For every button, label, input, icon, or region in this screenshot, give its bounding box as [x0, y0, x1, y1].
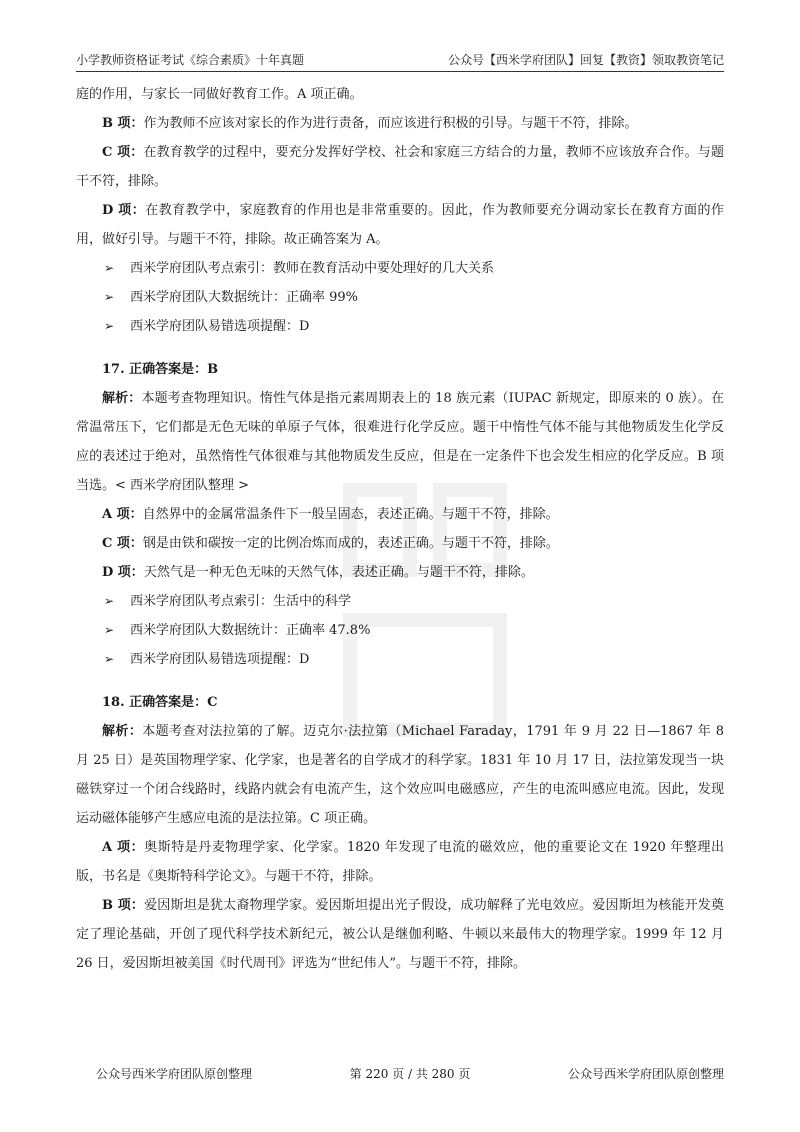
question-18-analysis: 解析：本题考查对法拉第的了解。迈克尔·法拉第（Michael Faraday，1791 年 9 月 22 日—1867 年 8 月 25 日）是英国物理学家、化学家，也是著名的自学成才的科学家。1831 年 10 月 17 日，法拉第发现当一块磁铁穿过一个闭合线路时，线路内就会有电流产生，这个效应叫电磁感应，产生的电流叫感应电流。因此，发现运动磁体能够产生感应电流的是法拉第。C 项正确。 [76, 724, 724, 826]
footer-left: 公众号西米学府团队原创整理 [96, 1067, 253, 1081]
paragraph-continued: 庭的作用，与家长一同做好教育工作。A 项正确。 [76, 87, 363, 102]
bullet-item: ➢ 西米学府团队易错选项提醒：D [104, 645, 724, 674]
q17-option-c: C 项：钢是由铁和碳按一定的比例冶炼而成的，表述正确。与题干不符，排除。 [102, 536, 559, 551]
arrow-bullet-icon: ➢ [104, 261, 115, 275]
page-number: 第 220 页 / 共 280 页 [349, 1067, 471, 1081]
question-17-analysis: 解析：本题考查物理知识。惰性气体是指元素周期表上的 18 族元素（IUPAC 新规定，即原来的 0 族）。在常温常压下，它们都是无色无味的单原子气体，很难进行化学反应。题干中惰性气体不能与其他物质发生化学反应的表述过于绝对，虽然惰性气体很难与其他物质发生反应，但是在一定条件下也会发生相应的化学反应。B 项当选。< 西米学府团队整理 > [76, 391, 724, 493]
arrow-bullet-icon: ➢ [104, 652, 115, 666]
question-17-title: 17. 正确答案是：B [102, 362, 219, 377]
bullet-item: ➢ 西米学府团队大数据统计：正确率 47.8% [104, 616, 724, 645]
header-promo: 公众号【西米学府团队】回复【教资】领取教资笔记 [447, 53, 724, 67]
option-d-explanation: D 项：在教育教学中，家庭教育的作用也是非常重要的。因此，作为教师要充分调动家长在教育方面的作用，做好引导。与题干不符，排除。故正确答案为 A。 [76, 203, 724, 247]
option-b-explanation: B 项：作为教师不应该对家长的作为进行责备，而应该进行积极的引导。与题干不符，排除。 [102, 116, 638, 131]
header-title: 小学教师资格证考试《综合素质》十年真题 [76, 53, 305, 67]
arrow-bullet-icon: ➢ [104, 594, 115, 608]
option-c-explanation: C 项：在教育教学的过程中，要充分发挥好学校、社会和家庭三方结合的力量，教师不应该放弃合作。与题干不符，排除。 [76, 145, 724, 189]
arrow-bullet-icon: ➢ [104, 623, 115, 637]
page-footer [96, 1065, 724, 1082]
footer-right: 公众号西米学府团队原创整理 [567, 1067, 724, 1081]
q18-option-a: A 项：奥斯特是丹麦物理学家、化学家。1820 年发现了电流的磁效应，他的重要论文在 1920 年整理出版，书名是《奥斯特科学论文》。与题干不符，排除。 [76, 840, 724, 884]
arrow-bullet-icon: ➢ [104, 319, 115, 333]
arrow-bullet-icon: ➢ [104, 290, 115, 304]
q18-option-b: B 项：爱因斯坦是犹太裔物理学家。爱因斯坦提出光子假设，成功解释了光电效应。爱因斯坦为核能开发奠定了理论基础，开创了现代科学技术新纪元，被公认是继伽利略、牛顿以来最伟大的物理学家。1999 年 12 月 26 日，爱因斯坦被美国《时代周刊》评选为“世纪伟人”。与题干不符，排除。 [76, 898, 724, 971]
bullet-item: ➢ 西米学府团队易错选项提醒：D [104, 312, 724, 341]
question-18-title: 18. 正确答案是：C [102, 695, 218, 710]
bullet-item: ➢ 西米学府团队考点索引：教师在教育活动中要处理好的几大关系 [104, 254, 724, 283]
bullet-item: ➢ 西米学府团队考点索引：生活中的科学 [104, 587, 724, 616]
page-content [76, 80, 724, 978]
q17-option-a: A 项：自然界中的金属常温条件下一般呈固态，表述正确。与题干不符，排除。 [102, 507, 559, 522]
bullet-item: ➢ 西米学府团队大数据统计：正确率 99% [104, 283, 724, 312]
page-header [76, 44, 724, 72]
q17-option-d: D 项：天然气是一种无色无味的天然气体，表述正确。与题干不符，排除。 [102, 565, 534, 580]
